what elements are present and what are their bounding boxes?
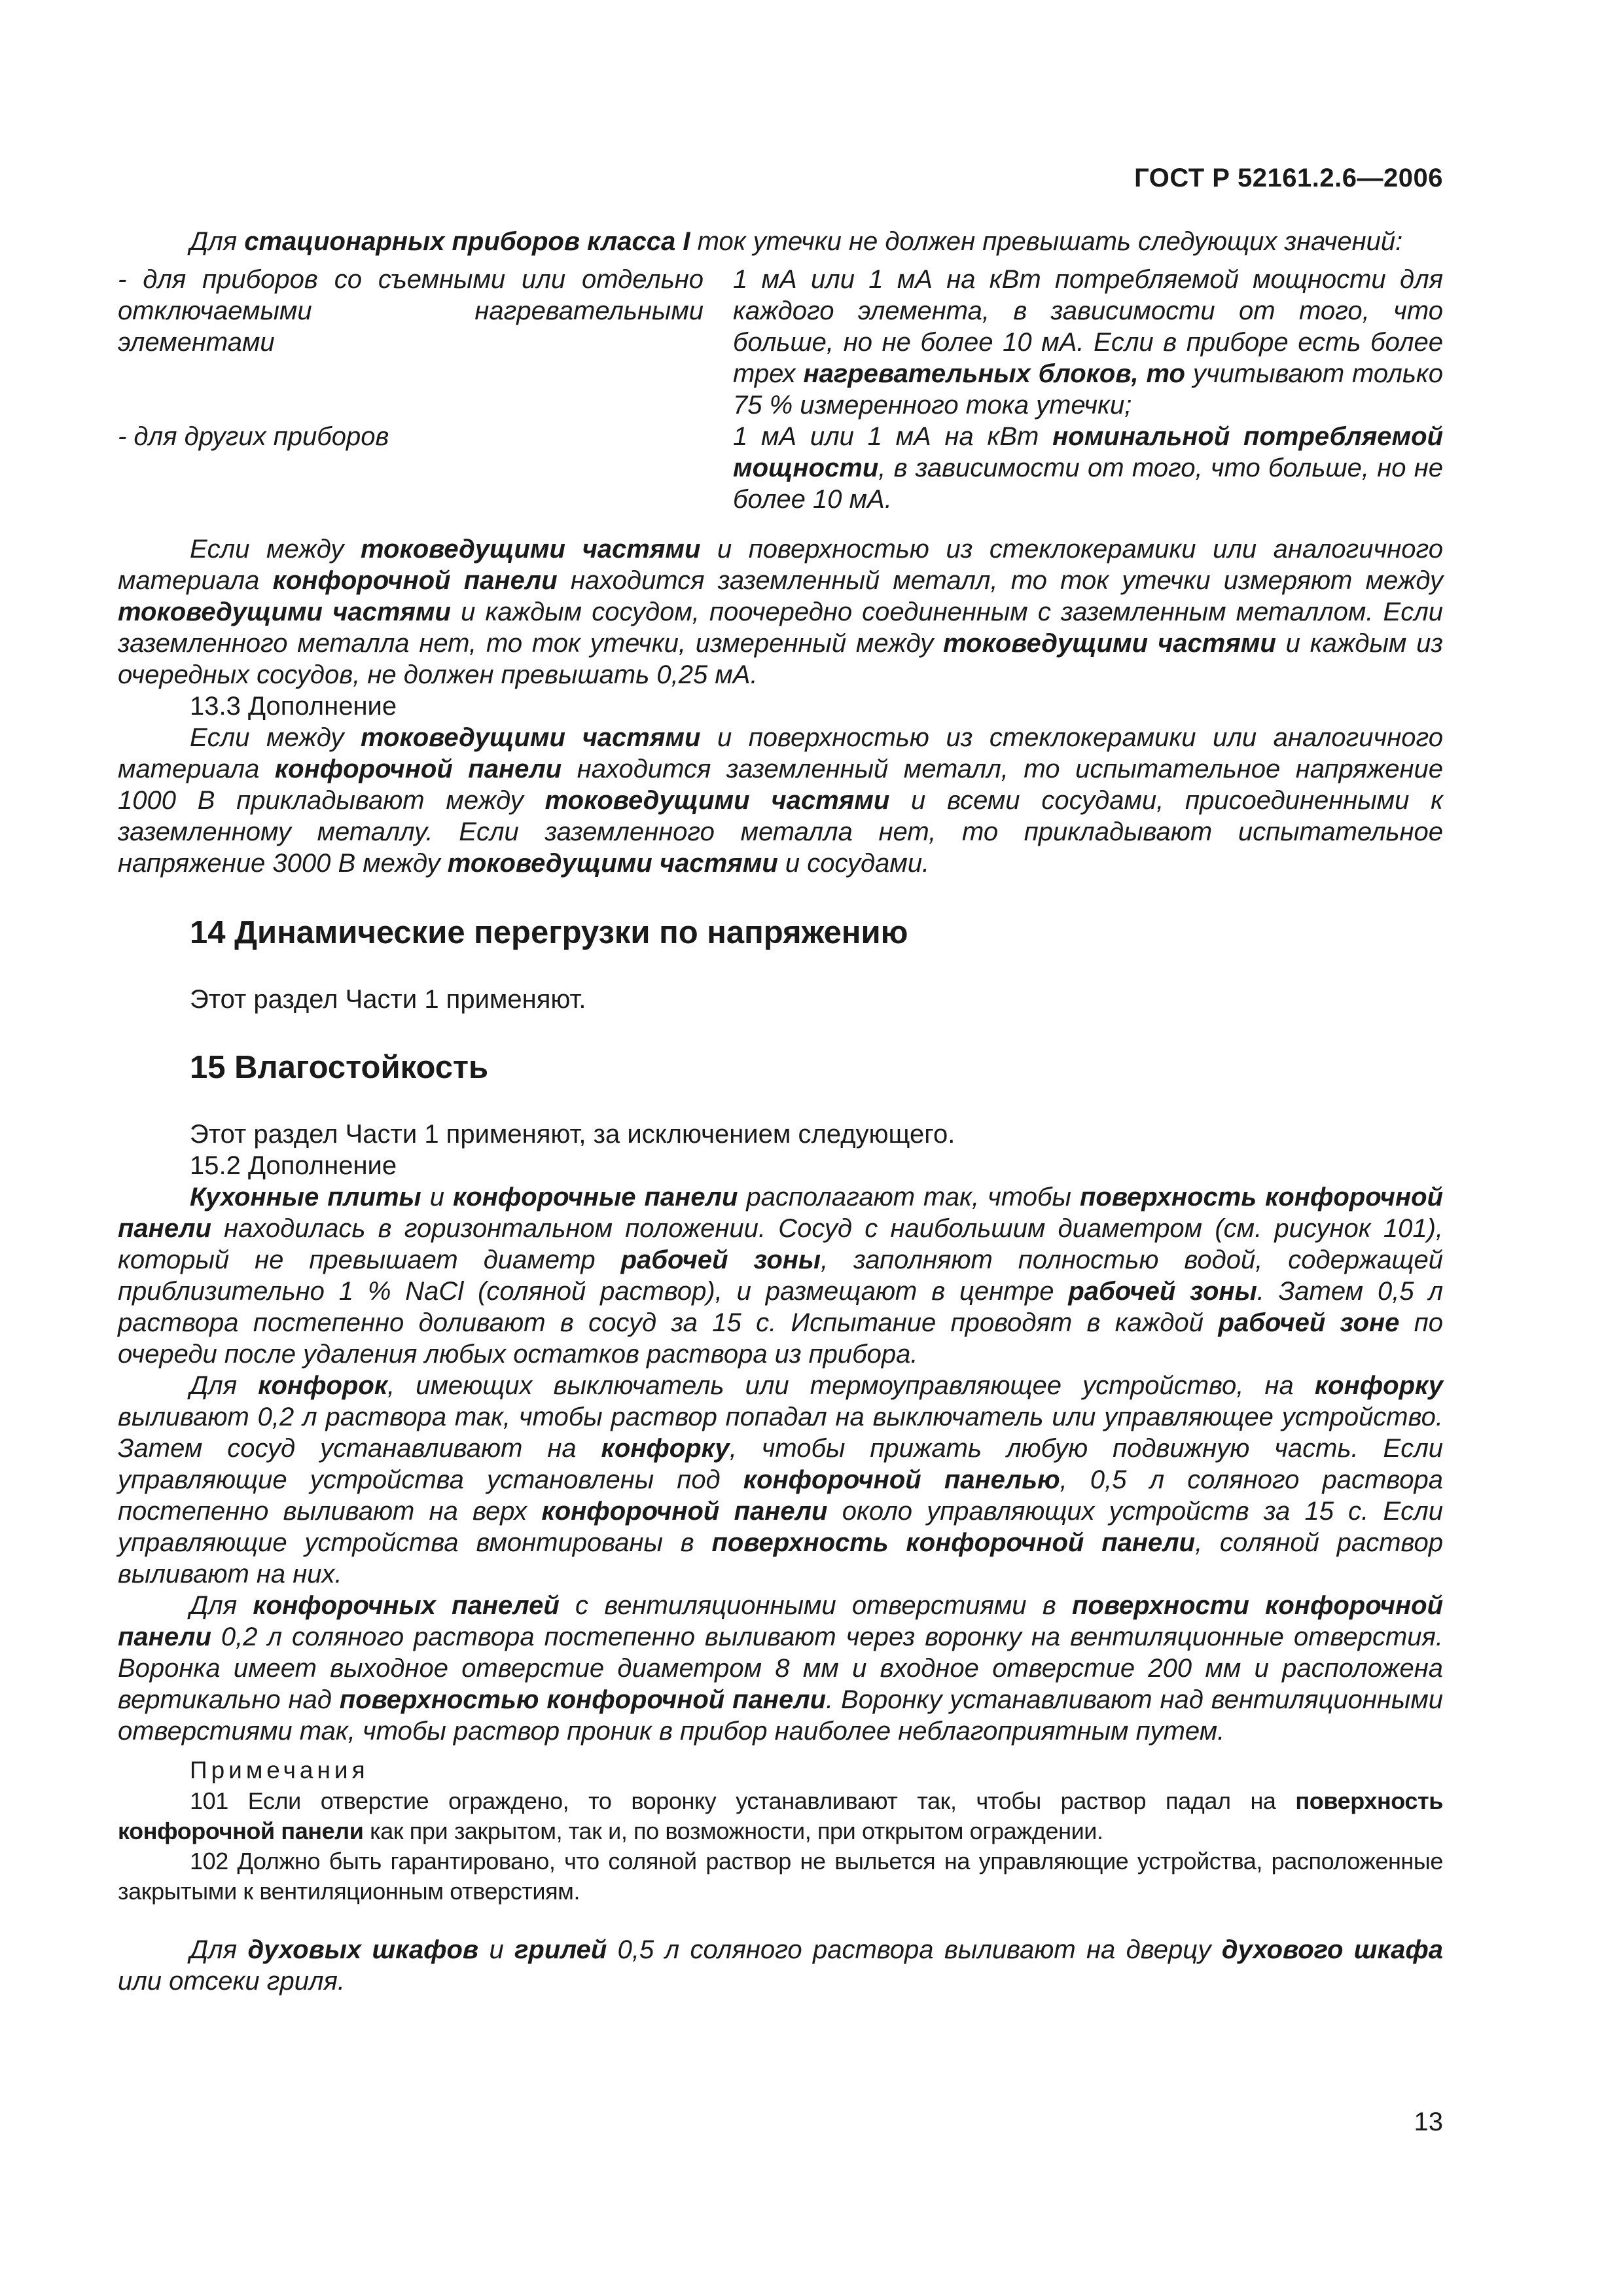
- notes-title: Примечания: [190, 1757, 369, 1784]
- ovens-grills-paragraph: [118, 1934, 1443, 1997]
- note-101: [118, 1786, 1443, 1846]
- section-15-title: 15 Влагостойкость: [190, 1050, 489, 1085]
- text-run: 1 мА или 1 мА на кВт: [733, 422, 1053, 451]
- text-run: Для: [190, 1591, 253, 1620]
- page-content: [118, 226, 1443, 1997]
- text-run: Для: [190, 227, 245, 256]
- defined-term: токоведущими частями: [118, 598, 451, 626]
- text-run: находится заземленный металл, то испытательное напряжение 1000 В прикладывают между: [118, 755, 1443, 815]
- clause-15-2-label: 15.2 Дополнение: [190, 1151, 397, 1180]
- text-run: , 0,5 л соляного раствора постепенно выливают на верх: [118, 1465, 1444, 1526]
- text-run: выливают 0,2 л раствора так, чтобы раствор попадал на выключатель или управляющее устройство. Затем сосуд устанавливают на: [118, 1403, 1443, 1463]
- defined-term: конфорку: [601, 1434, 730, 1463]
- clause-15-2-paragraph: [118, 1181, 1443, 1370]
- standard-id: ГОСТ Р 52161.2.6—2006: [1134, 164, 1443, 192]
- device-type-other: [118, 421, 704, 515]
- text-run: Для: [190, 1935, 248, 1964]
- defined-term: токоведущими частями: [447, 849, 778, 878]
- defined-term: конфорочной панели: [274, 755, 562, 783]
- defined-term: рабочей зоне: [1218, 1308, 1400, 1337]
- defined-term: Кухонные плиты: [190, 1183, 421, 1211]
- text-run: . Воронку устанавливают над вентиляционными отверстиями так, чтобы раствор проник в прибор наиболее неблагоприятным путем.: [118, 1685, 1443, 1746]
- defined-term: духового шкафа: [1221, 1935, 1444, 1964]
- text-run: и каждым сосудом, поочередно соединенным с заземленным металлом. Если заземленного металла нет, то ток утечки, измеренный между: [118, 598, 1443, 658]
- text-run: 101 Если отверстие ограждено, то воронку устанавливают так, чтобы раствор падал на: [190, 1787, 1296, 1814]
- defined-term: токоведущими частями: [544, 786, 890, 815]
- clause-13-3-label: 13.3 Дополнение: [190, 692, 397, 721]
- text-run: , заполняют полностью водой, содержащей приблизительно 1 % NaCl (соляной раствор), и размещают в центре: [118, 1246, 1443, 1306]
- text-run: 0,2 л соляного раствора постепенно выливают через воронку на вентиляционные отверстия. Воронка имеет выходное отверстие диаметром 8 мм и входное отверстие 200 мм и расположена вертикально над: [118, 1623, 1443, 1714]
- clause-15-2-paragraph: [118, 1590, 1443, 1747]
- text-run: учитывают только 75 % измеренного тока утечки;: [733, 359, 1444, 420]
- section-15-text: Этот раздел Части 1 применяют, за исключением следующего.: [190, 1120, 955, 1149]
- text-run: и: [421, 1183, 454, 1211]
- defined-term: грилей: [514, 1935, 607, 1964]
- text-run: и каждым из очередных сосудов, не должен превышать 0,25 мА.: [118, 629, 1444, 689]
- text-run: и поверхностью из стеклокерамики или аналогичного материала: [118, 723, 1443, 783]
- text-run: как при закрытом, так и, по возможности, при открытом ограждении.: [363, 1818, 1103, 1844]
- defined-term: поверхность конфорочной панели: [118, 1787, 1443, 1844]
- text-run: , в зависимости от того, что больше, но не более 10 мА.: [733, 454, 1443, 514]
- text-run: , соляной раствор выливают на них.: [118, 1528, 1443, 1588]
- clause-15-2-paragraph: [118, 1370, 1443, 1590]
- leakage-requirements-table: [118, 264, 1443, 515]
- text-run: находится заземленный металл, то ток утечки измеряют между: [557, 566, 1443, 595]
- grounded-metal-paragraph: [118, 533, 1443, 691]
- note-102: [118, 1846, 1443, 1907]
- text-run: или отсеки гриля.: [118, 1967, 346, 1996]
- leakage-limit-removable-elements: [733, 264, 1443, 421]
- section-14-text: Этот раздел Части 1 применяют.: [190, 985, 586, 1014]
- defined-term: конфорочных панелей: [253, 1591, 560, 1620]
- text-run: 1 мА или 1 мА на кВт потребляемой мощности для каждого элемента, в зависимости от того, что больше, но не более 10 мА. Если в приборе есть более трех: [733, 265, 1443, 388]
- text-run: по очереди после удаления любых остатков раствора из прибора.: [118, 1308, 1444, 1369]
- defined-term: рабочей зоны: [620, 1246, 821, 1274]
- defined-term: конфорок: [258, 1371, 388, 1400]
- leakage-intro: [118, 226, 1443, 257]
- text-run: . Затем 0,5 л раствора постепенно доливают в сосуд за 15 с. Испытание проводят в каждой: [118, 1277, 1444, 1337]
- text-run: ток утечки не должен превышать следующих значений:: [690, 227, 1403, 256]
- defined-term: поверхность конфорочной панели: [118, 1183, 1444, 1243]
- text-run: Если между: [190, 723, 361, 752]
- defined-term: стационарных приборов класса I: [244, 227, 690, 256]
- defined-term: токоведущими частями: [943, 629, 1276, 658]
- text-run: , чтобы прижать любую подвижную часть. Если управляющие устройства установлены под: [118, 1434, 1444, 1494]
- text-run: Для: [190, 1371, 259, 1400]
- text-run: располагают так, чтобы: [738, 1183, 1080, 1211]
- text-run: - для приборов со съемными или отдельно отключаемыми нагревательными элементами: [118, 265, 704, 357]
- defined-term: конфорочной панели: [272, 566, 558, 595]
- defined-term: конфорочные панели: [453, 1183, 738, 1211]
- text-run: и: [478, 1935, 515, 1964]
- text-run: с вентиляционными отверстиями в: [559, 1591, 1072, 1620]
- defined-term: поверхности конфорочной панели: [118, 1591, 1444, 1651]
- text-run: около управляющих устройств за 15 с. Если управляющие устройства вмонтированы в: [118, 1497, 1443, 1557]
- text-run: - для других приборов: [118, 422, 389, 451]
- defined-term: поверхностью конфорочной панели: [339, 1685, 827, 1714]
- text-run: и поверхностью из стеклокерамики или аналогичного материала: [118, 535, 1443, 595]
- defined-term: токоведущими частями: [361, 535, 701, 564]
- defined-term: духовых шкафов: [247, 1935, 479, 1964]
- clause-13-3-text: [118, 722, 1443, 879]
- device-type-removable-elements: [118, 264, 704, 421]
- text-run: Если между: [190, 535, 361, 564]
- text-run: , имеющих выключатель или термоуправляющее устройство, на: [387, 1371, 1315, 1400]
- defined-term: нагревательных блоков, то: [803, 359, 1185, 388]
- text-run: находилась в горизонтальном положении. Сосуд с наибольшим диаметром (см. рисунок 101), который не превышает диаметр: [118, 1214, 1443, 1274]
- leakage-limit-other: [733, 421, 1443, 515]
- text-run: и сосудами.: [777, 849, 930, 878]
- text-run: и всеми сосудами, присоединенными к заземленному металлу. Если заземленного металла нет, то прикладывают испытательное напряжение 3000 В между: [118, 786, 1443, 878]
- page-number: 13: [1414, 2108, 1443, 2136]
- document-page: [118, 0, 1443, 2296]
- defined-term: рабочей зоны: [1068, 1277, 1257, 1306]
- defined-term: токоведущими частями: [361, 723, 701, 752]
- defined-term: поверхность конфорочной панели: [711, 1528, 1196, 1557]
- defined-term: конфорку: [1314, 1371, 1444, 1400]
- defined-term: конфорочной панелью: [743, 1465, 1060, 1494]
- defined-term: номинальной потребляемой мощности: [733, 422, 1444, 482]
- text-run: 0,5 л соляного раствора выливают на дверцу: [607, 1935, 1222, 1964]
- defined-term: конфорочной панели: [541, 1497, 828, 1526]
- text-run: 102 Должно быть гарантировано, что соляной раствор не выльется на управляющие устройства, расположенные закрытыми к вентиляционным отверстиям.: [118, 1848, 1443, 1905]
- section-14-title: 14 Динамические перегрузки по напряжению: [190, 915, 908, 950]
